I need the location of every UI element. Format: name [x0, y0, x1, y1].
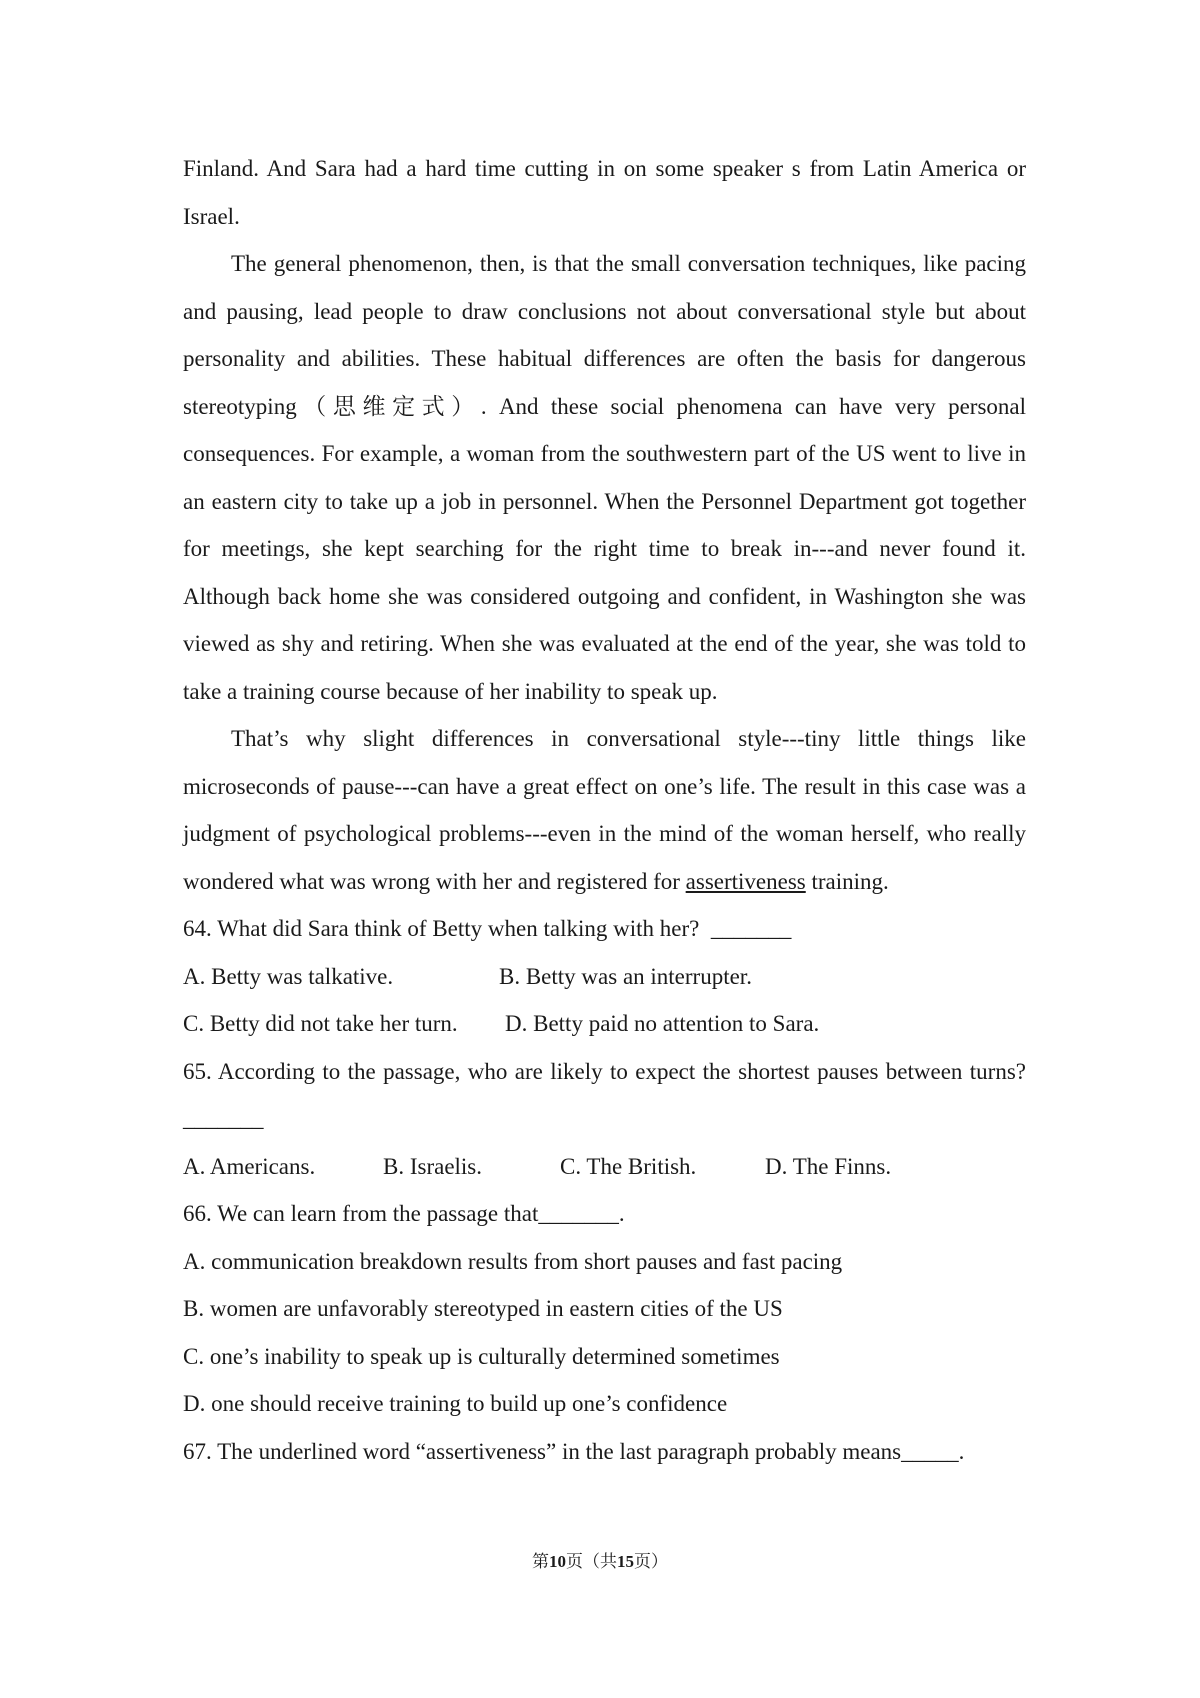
question-66-option-d: D. one should receive training to build up one’s confidence: [183, 1391, 728, 1416]
question-65-option-b: B. Israelis.: [383, 1153, 483, 1179]
footer-suffix: 页）: [634, 1552, 668, 1571]
question-65-option-a: A. Americans.: [183, 1153, 316, 1179]
question-64-options-row2: [183, 1000, 1026, 1048]
footer-prefix: 第: [532, 1552, 549, 1571]
question-64-option-d: D. Betty paid no attention to Sara.: [505, 1011, 820, 1036]
question-66-option-c: C. one’s inability to speak up is culturally determined sometimes: [183, 1343, 780, 1369]
paragraph-2-text: That’s why slight differences in conversational style---tiny little things like microseconds of pause---can have a great effect on one’s life. The result in this case was a judgment of psychological problems---even in the mind of the woman herself, who really wondered what was wrong with her and registered for: [183, 726, 1026, 894]
question-64-option-a: A. Betty was talkative.: [183, 963, 394, 989]
question-64-stem: 64. What did Sara think of Betty when talking with her? _______: [183, 916, 792, 941]
passage-paragraph-2: [183, 715, 1026, 905]
passage-paragraph-1: The general phenomenon, then, is that the small conversation techniques, like pacing and pausing, lead people to draw conclusions not about conversational style but about personality and abilities. These habitual differences are often the basis for dangerous stereotyping（思维定式）. And these social phenomena can have very personal consequences. For example, a woman from the southwestern part of the US went to live in an eastern city to take up a job in personnel. When the Personnel Department got together for meetings, she kept searching for the right time to break in---and never found it. Although back home she was considered outgoing and confident, in Washington she was viewed as shy and retiring. When she was evaluated at the end of the year, she was told to take a training course because of her inability to speak up.: [183, 251, 1026, 704]
question-66-stem: 66. We can learn from the passage that_______.: [183, 1201, 625, 1226]
question-65-option-d: D. The Finns.: [765, 1153, 892, 1179]
question-66-option-b: B. women are unfavorably stereotyped in eastern cities of the US: [183, 1296, 783, 1321]
question-65-option-c: C. The British.: [560, 1153, 697, 1179]
footer-page-number: 10: [549, 1552, 566, 1571]
footer-total-pages: 15: [617, 1552, 634, 1571]
page-footer: [0, 1550, 1200, 1574]
question-65-stem: 65. According to the passage, who are likely to expect the shortest pauses between turns? _______: [183, 1058, 1026, 1131]
question-64-options-row1: [183, 953, 1026, 1001]
underlined-word: assertiveness: [685, 868, 806, 894]
question-64-option-c: C. Betty did not take her turn.: [183, 1011, 458, 1036]
question-65-options: [183, 1143, 1026, 1191]
passage-paragraph-0: Finland. And Sara had a hard time cutting in on some speaker s from Latin America or Israel.: [183, 156, 1026, 229]
question-66-option-a: A. communication breakdown results from short pauses and fast pacing: [183, 1248, 843, 1274]
question-67-stem: 67. The underlined word “assertiveness” in the last paragraph probably means_____.: [183, 1438, 965, 1464]
document-body: [183, 145, 1026, 1475]
question-64-option-b: B. Betty was an interrupter.: [499, 963, 752, 989]
paragraph-2-end: training.: [805, 868, 889, 894]
footer-middle: 页（共: [566, 1552, 617, 1571]
